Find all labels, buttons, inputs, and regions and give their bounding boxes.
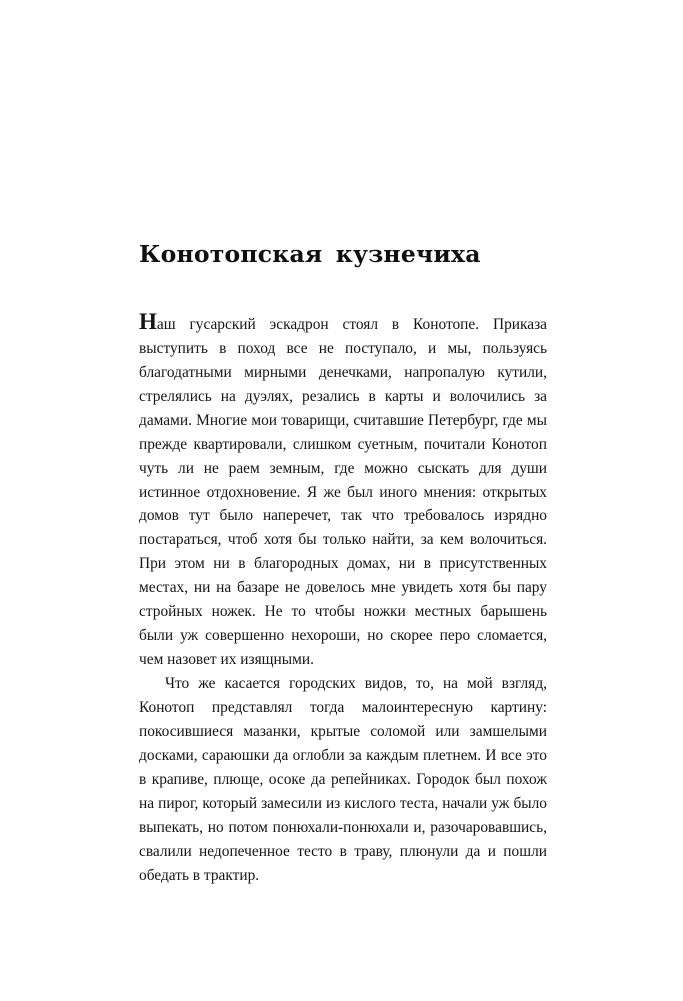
- body-paragraph: Что же касается городских видов, то, на мой взгляд, Конотоп представлял тогда малоинтересную картину: покосившиеся мазанки, крытые соломой или замшелыми досками, сараюшки да оглобли за каждым плетнем. И все это в крапиве, плюще, осоке да репейниках. Городок был похож на пирог, который замесили из кислого теста, начали уж было выпекать, но потом понюхали-понюхали и, разочаровавшись, свалили недопеченное тесто в траву, плюнули да и пошли обедать в трактир.: [139, 675, 547, 884]
- page-text-block: [139, 242, 547, 888]
- body-paragraph: Наш гусарский эскадрон стоял в Конотопе. Приказа выступить в поход все не поступало, и мы, пользуясь благодатными мирными денечками, напропалую кутили, стрелялись на дуэлях, резались в карты и волочились за дамами. Многие мои товарищи, считавшие Петербург, где мы прежде квартировали, слишком суетным, почитали Конотоп чуть ли не раем земным, где можно сыскать для души истинное отдохновение. Я же был иного мнения: открытых домов тут было наперечет, так что требовалось изрядно постараться, чтоб хотя бы только найти, за кем волочиться. При этом ни в благородных домах, ни в присутственных местах, ни на базаре не довелось мне увидеть хотя бы пару стройных ножек. Не то чтобы ножки местных барышень были уж совершенно нехороши, но скорее перо сломается, чем назовет их изящными.: [139, 308, 547, 669]
- chapter-title: Конотопская кузнечиха: [139, 240, 481, 268]
